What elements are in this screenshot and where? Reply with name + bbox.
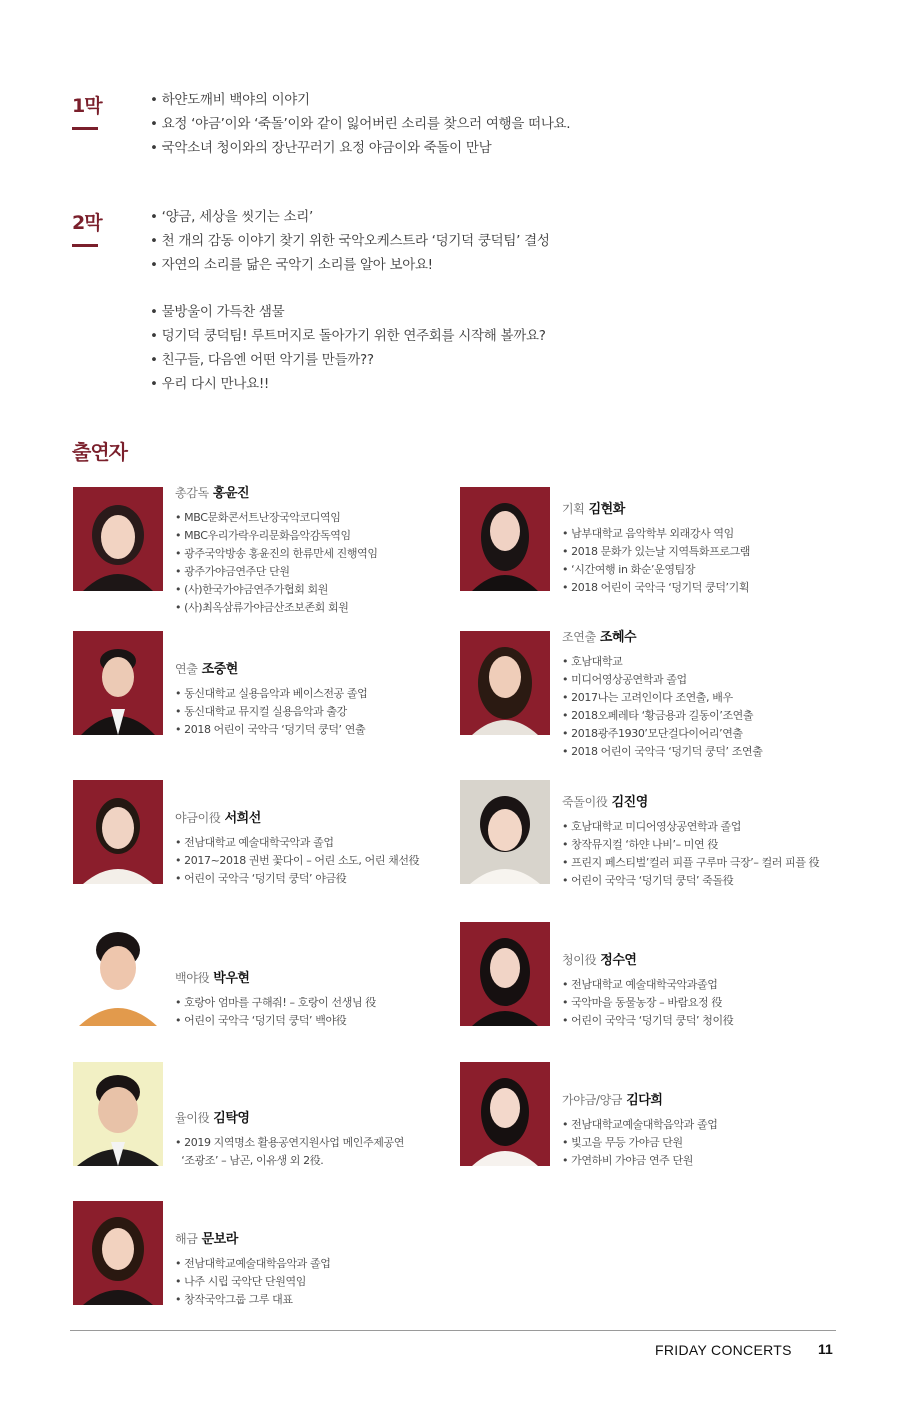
footer-label: FRIDAY CONCERTS xyxy=(655,1342,792,1358)
synopsis-line: • ‘양금, 세상을 씻기는 소리’ xyxy=(150,209,314,225)
performer-photo xyxy=(460,780,550,884)
cast-section-title: 출연자 xyxy=(72,440,127,464)
performer-credit: • 미디어영상공연학과 졸업 xyxy=(562,673,687,686)
performer-role: 조연출 xyxy=(562,630,596,644)
performer-credit: • (사)한국가야금연주가협회 회원 xyxy=(175,583,329,596)
performer-photo xyxy=(460,631,550,735)
performer-credit: • 창작국악그룹 그루 대표 xyxy=(175,1293,293,1306)
performer-name: 조혜수 xyxy=(599,630,637,645)
act-2 xyxy=(72,208,102,247)
synopsis-line: • 국악소녀 청이와의 장난꾸러기 요정 야금이와 죽돌이 만남 xyxy=(150,140,492,156)
performer-role: 백야役 xyxy=(175,971,210,985)
act-2-synopsis xyxy=(150,205,550,396)
footer-divider xyxy=(70,1330,836,1331)
synopsis-line: • 자연의 소리를 닮은 국악기 소리를 알아 보아요! xyxy=(150,257,433,273)
performer-photo xyxy=(73,1201,163,1305)
performer-credit: • 호랑아 엄마를 구해줘! – 호랑이 선생님 役 xyxy=(175,996,376,1009)
synopsis-line: • 물방울이 가득찬 샘물 xyxy=(150,304,285,320)
performer-credit: • 가연하비 가야금 연주 단원 xyxy=(562,1154,693,1167)
performer-photo xyxy=(73,631,163,735)
performer-info xyxy=(175,659,367,739)
performer-role: 가야금/양금 xyxy=(562,1093,623,1107)
performer-credit: ‘조광조’ – 남곤, 이유생 외 2役. xyxy=(175,1154,324,1167)
performer-credit: • 2017~2018 권번 꽃다이 – 어린 소도, 어린 채선役 xyxy=(175,854,420,867)
performer-name: 홍윤진 xyxy=(212,486,250,501)
performer-photo xyxy=(73,487,163,591)
performer-credit: • 어린이 국악극 ‘덩기덕 쿵덕’ 백야役 xyxy=(175,1014,347,1027)
performer-info xyxy=(562,950,733,1030)
performer-credit: • ‘시간여행 in 화순’운영팀장 xyxy=(562,563,696,576)
synopsis-line: • 하얀도깨비 백야의 이야기 xyxy=(150,92,310,108)
performer-role: 기획 xyxy=(562,502,585,516)
performer-credit: • 창작뮤지컬 ‘하얀 나비’– 미연 役 xyxy=(562,838,718,851)
performer-name: 김탁영 xyxy=(213,1111,250,1126)
performer-credit: • 남부대학교 음악학부 외래강사 역임 xyxy=(562,527,734,540)
performer-credit: • MBC우리가락우리문화음악감독역임 xyxy=(175,529,351,542)
performer-info xyxy=(175,1229,330,1309)
performer-info xyxy=(175,808,419,888)
performer-photo xyxy=(73,1062,163,1166)
performer-credit: • 나주 시립 국악단 단원역임 xyxy=(175,1275,306,1288)
performer-info xyxy=(562,627,762,761)
performer-credit: • 전남대학교 예술대학국악과 졸업 xyxy=(175,836,334,849)
performer-name: 조중현 xyxy=(201,662,238,677)
performer-photo xyxy=(73,780,163,884)
performer-photo xyxy=(460,1062,550,1166)
performer-name: 서희선 xyxy=(224,811,261,826)
performer-photo xyxy=(460,487,550,591)
synopsis-line: • 천 개의 감동 이야기 찾기 위한 국악오케스트라 ‘덩기덕 쿵덕팀’ 결성 xyxy=(150,233,550,249)
performer-info xyxy=(175,483,378,617)
performer-name: 박우현 xyxy=(213,971,250,986)
performer-credit: • 2019 지역명소 활용공연지원사업 메인주제공연 xyxy=(175,1136,404,1149)
performer-role: 야금이役 xyxy=(175,811,221,825)
synopsis-line: • 우리 다시 만나요!! xyxy=(150,376,270,392)
act-1 xyxy=(72,91,102,130)
performer-credit: • 빛고을 무등 가야금 단원 xyxy=(562,1136,683,1149)
performer-photo xyxy=(73,922,163,1026)
performer-role: 연출 xyxy=(175,662,198,676)
performer-credit: • 국악마을 동물농장 – 바람요정 役 xyxy=(562,996,722,1009)
performer-credit: • 어린이 국악극 ‘덩기덕 쿵덕’ 청이役 xyxy=(562,1014,734,1027)
performer-credit: • 전남대학교예술대학음악과 졸업 xyxy=(562,1118,718,1131)
performer-name: 정수연 xyxy=(600,953,637,968)
synopsis-line: • 친구들, 다음엔 어떤 악기를 만들까?? xyxy=(150,352,374,368)
performer-credit: • 2017나는 고려인이다 조연출, 배우 xyxy=(562,691,733,704)
performer-role: 청이役 xyxy=(562,953,597,967)
act-1-divider xyxy=(72,127,98,130)
performer-credit: • 2018광주1930’모단걸다이어리’연출 xyxy=(562,727,743,740)
performer-name: 문보라 xyxy=(201,1232,238,1247)
performer-credit: • 2018오페레타 ‘황금용과 길동이’조연출 xyxy=(562,709,754,722)
performer-credit: • 동신대학교 뮤지컬 실용음악과 출강 xyxy=(175,705,347,718)
act-1-synopsis xyxy=(150,88,570,160)
performer-credit: • 광주국악방송 홍윤진의 한류만세 진행역임 xyxy=(175,547,378,560)
performer-info xyxy=(562,792,819,890)
performer-credit: • 광주가야금연주단 단원 xyxy=(175,565,290,578)
act-2-label: 2막 xyxy=(72,212,102,234)
act-1-label: 1막 xyxy=(72,95,102,117)
performer-name: 김진영 xyxy=(611,795,648,810)
performer-credit: • 2018 어린이 국악극 ‘덩기덕 쿵덕’ 연출 xyxy=(175,723,366,736)
act-2-divider xyxy=(72,244,98,247)
performer-credit: • 호남대학교 미디어영상공연학과 졸업 xyxy=(562,820,741,833)
performer-name: 김현화 xyxy=(588,502,625,517)
performer-credit: • 프린지 페스티벌’컬러 피플 구루마 극장’– 컬러 피플 役 xyxy=(562,856,820,869)
performer-role: 죽돌이役 xyxy=(562,795,608,809)
performer-credit: • 호남대학교 xyxy=(562,655,623,668)
performer-photo xyxy=(460,922,550,1026)
performer-info xyxy=(175,968,376,1030)
performer-credit: • MBC문화콘서트난장국악코디역임 xyxy=(175,511,341,524)
performer-info xyxy=(562,1090,717,1170)
synopsis-line: • 덩기덕 쿵덕팀! 루트머지로 돌아가기 위한 연주회를 시작해 볼까요? xyxy=(150,328,546,344)
page-number: 11 xyxy=(818,1341,833,1357)
performer-info xyxy=(562,499,750,597)
performer-role: 총감독 xyxy=(175,486,209,500)
performer-credit: • 전남대학교예술대학음악과 졸업 xyxy=(175,1257,331,1270)
performer-credit: • 2018 어린이 국악극 ‘덩기덕 쿵덕’기획 xyxy=(562,581,750,594)
performer-role: 율이役 xyxy=(175,1111,210,1125)
performer-credit: • 2018 문화가 있는날 지역특화프로그램 xyxy=(562,545,751,558)
performer-role: 해금 xyxy=(175,1232,198,1246)
performer-credit: • 어린이 국악극 ‘덩기덕 쿵덕’ 야금役 xyxy=(175,872,347,885)
performer-info xyxy=(175,1108,404,1170)
performer-credit: • 전남대학교 예술대학국악과졸업 xyxy=(562,978,718,991)
synopsis-line: • 요정 ‘야금’이와 ‘죽돌’이와 같이 잃어버린 소리를 찾으러 여행을 떠나요. xyxy=(150,116,571,132)
performer-name: 김다희 xyxy=(626,1093,663,1108)
performer-credit: • 2018 어린이 국악극 ‘덩기덕 쿵덕’ 조연출 xyxy=(562,745,763,758)
performer-credit: • 어린이 국악극 ‘덩기덕 쿵덕’ 죽돌役 xyxy=(562,874,734,887)
performer-credit: • 동신대학교 실용음악과 베이스전공 졸업 xyxy=(175,687,368,700)
performer-credit: • (사)최옥삼류가야금산조보존회 회원 xyxy=(175,601,349,614)
